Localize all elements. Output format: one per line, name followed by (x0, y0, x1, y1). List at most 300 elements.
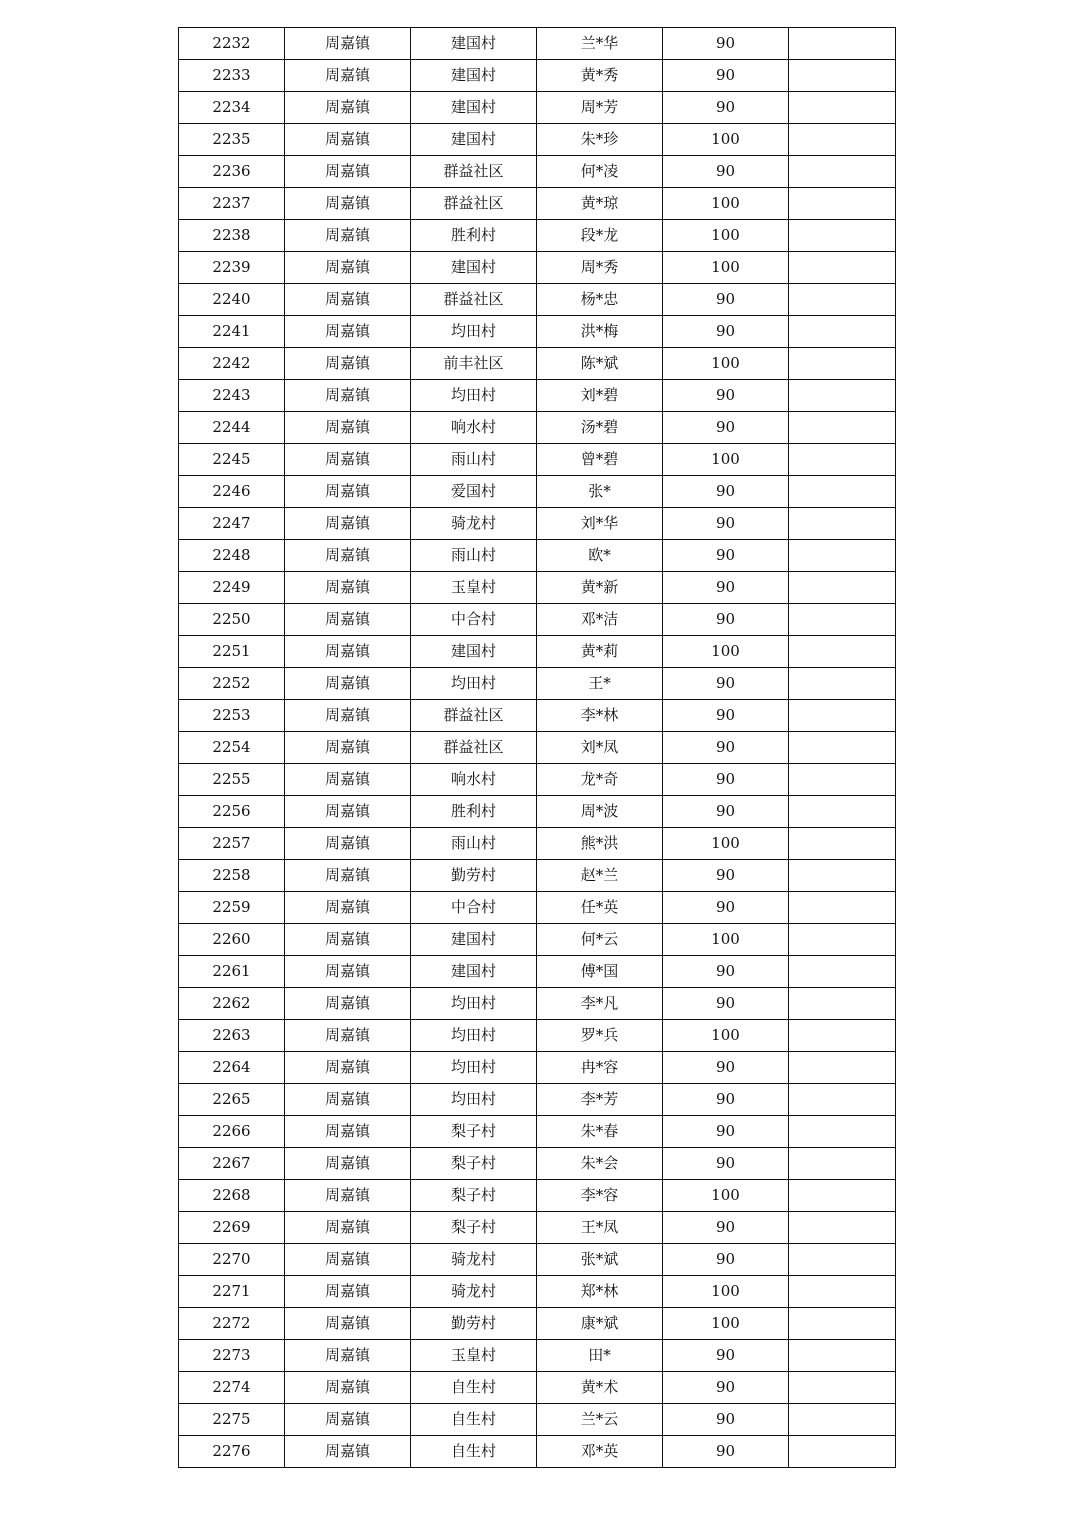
village-cell: 建国村 (411, 28, 537, 60)
note-cell (789, 828, 896, 860)
note-cell (789, 60, 896, 92)
row-number-cell: 2269 (179, 1212, 285, 1244)
row-number-cell: 2244 (179, 412, 285, 444)
score-cell: 90 (663, 604, 789, 636)
name-cell: 周*秀 (537, 252, 663, 284)
score-cell: 100 (663, 124, 789, 156)
row-number-cell: 2270 (179, 1244, 285, 1276)
score-cell: 90 (663, 1436, 789, 1468)
town-cell: 周嘉镇 (285, 956, 411, 988)
name-cell: 欧* (537, 540, 663, 572)
score-cell: 90 (663, 540, 789, 572)
town-cell: 周嘉镇 (285, 1340, 411, 1372)
town-cell: 周嘉镇 (285, 252, 411, 284)
name-cell: 周*波 (537, 796, 663, 828)
row-number-cell: 2273 (179, 1340, 285, 1372)
score-cell: 90 (663, 476, 789, 508)
table-row (179, 988, 896, 1020)
name-cell: 李*凡 (537, 988, 663, 1020)
note-cell (789, 572, 896, 604)
table-row (179, 508, 896, 540)
village-cell: 雨山村 (411, 540, 537, 572)
table-row (179, 668, 896, 700)
town-cell: 周嘉镇 (285, 1308, 411, 1340)
town-cell: 周嘉镇 (285, 892, 411, 924)
row-number-cell: 2256 (179, 796, 285, 828)
table-row (179, 1212, 896, 1244)
village-cell: 梨子村 (411, 1116, 537, 1148)
row-number-cell: 2252 (179, 668, 285, 700)
town-cell: 周嘉镇 (285, 1212, 411, 1244)
town-cell: 周嘉镇 (285, 764, 411, 796)
score-cell: 100 (663, 252, 789, 284)
note-cell (789, 988, 896, 1020)
row-number-cell: 2232 (179, 28, 285, 60)
name-cell: 刘*凤 (537, 732, 663, 764)
village-cell: 群益社区 (411, 700, 537, 732)
note-cell (789, 1404, 896, 1436)
row-number-cell: 2239 (179, 252, 285, 284)
name-cell: 洪*梅 (537, 316, 663, 348)
table-row (179, 572, 896, 604)
row-number-cell: 2243 (179, 380, 285, 412)
village-cell: 响水村 (411, 764, 537, 796)
town-cell: 周嘉镇 (285, 1180, 411, 1212)
score-cell: 90 (663, 1084, 789, 1116)
table-row (179, 1244, 896, 1276)
note-cell (789, 1244, 896, 1276)
note-cell (789, 668, 896, 700)
score-cell: 90 (663, 668, 789, 700)
score-cell: 90 (663, 860, 789, 892)
row-number-cell: 2261 (179, 956, 285, 988)
score-cell: 90 (663, 1404, 789, 1436)
town-cell: 周嘉镇 (285, 1436, 411, 1468)
town-cell: 周嘉镇 (285, 508, 411, 540)
town-cell: 周嘉镇 (285, 540, 411, 572)
town-cell: 周嘉镇 (285, 732, 411, 764)
score-cell: 90 (663, 988, 789, 1020)
score-cell: 100 (663, 1020, 789, 1052)
name-cell: 朱*珍 (537, 124, 663, 156)
village-cell: 建国村 (411, 92, 537, 124)
name-cell: 王* (537, 668, 663, 700)
note-cell (789, 1212, 896, 1244)
table-row (179, 924, 896, 956)
table-row (179, 412, 896, 444)
table-row (179, 60, 896, 92)
name-cell: 张*斌 (537, 1244, 663, 1276)
village-cell: 自生村 (411, 1436, 537, 1468)
score-cell: 100 (663, 188, 789, 220)
note-cell (789, 1340, 896, 1372)
name-cell: 黄*新 (537, 572, 663, 604)
row-number-cell: 2235 (179, 124, 285, 156)
row-number-cell: 2262 (179, 988, 285, 1020)
score-cell: 90 (663, 764, 789, 796)
name-cell: 冉*容 (537, 1052, 663, 1084)
note-cell (789, 28, 896, 60)
village-cell: 建国村 (411, 124, 537, 156)
note-cell (789, 1180, 896, 1212)
score-cell: 100 (663, 348, 789, 380)
table-row (179, 732, 896, 764)
row-number-cell: 2275 (179, 1404, 285, 1436)
score-cell: 90 (663, 60, 789, 92)
note-cell (789, 796, 896, 828)
score-cell: 100 (663, 924, 789, 956)
table-row (179, 764, 896, 796)
row-number-cell: 2248 (179, 540, 285, 572)
table-row (179, 636, 896, 668)
village-cell: 均田村 (411, 316, 537, 348)
town-cell: 周嘉镇 (285, 604, 411, 636)
village-cell: 梨子村 (411, 1148, 537, 1180)
village-cell: 爱国村 (411, 476, 537, 508)
score-cell: 90 (663, 508, 789, 540)
town-cell: 周嘉镇 (285, 316, 411, 348)
note-cell (789, 92, 896, 124)
table-row (179, 1116, 896, 1148)
score-cell: 90 (663, 1116, 789, 1148)
name-cell: 傅*国 (537, 956, 663, 988)
town-cell: 周嘉镇 (285, 1148, 411, 1180)
score-cell: 100 (663, 1180, 789, 1212)
note-cell (789, 1308, 896, 1340)
town-cell: 周嘉镇 (285, 1372, 411, 1404)
note-cell (789, 316, 896, 348)
table-row (179, 1052, 896, 1084)
note-cell (789, 636, 896, 668)
village-cell: 均田村 (411, 988, 537, 1020)
score-cell: 90 (663, 796, 789, 828)
note-cell (789, 1084, 896, 1116)
score-cell: 90 (663, 1372, 789, 1404)
town-cell: 周嘉镇 (285, 1276, 411, 1308)
village-cell: 中合村 (411, 892, 537, 924)
name-cell: 段*龙 (537, 220, 663, 252)
village-cell: 前丰社区 (411, 348, 537, 380)
row-number-cell: 2250 (179, 604, 285, 636)
name-cell: 刘*碧 (537, 380, 663, 412)
table-row (179, 1372, 896, 1404)
table-row (179, 28, 896, 60)
score-cell: 90 (663, 892, 789, 924)
village-cell: 建国村 (411, 956, 537, 988)
name-cell: 黄*琼 (537, 188, 663, 220)
row-number-cell: 2233 (179, 60, 285, 92)
village-cell: 勤劳村 (411, 1308, 537, 1340)
table-row (179, 1308, 896, 1340)
table-row (179, 1340, 896, 1372)
name-cell: 何*云 (537, 924, 663, 956)
note-cell (789, 1436, 896, 1468)
name-cell: 曾*碧 (537, 444, 663, 476)
note-cell (789, 860, 896, 892)
row-number-cell: 2255 (179, 764, 285, 796)
row-number-cell: 2246 (179, 476, 285, 508)
row-number-cell: 2237 (179, 188, 285, 220)
row-number-cell: 2254 (179, 732, 285, 764)
name-cell: 兰*云 (537, 1404, 663, 1436)
row-number-cell: 2264 (179, 1052, 285, 1084)
score-cell: 90 (663, 1212, 789, 1244)
town-cell: 周嘉镇 (285, 1116, 411, 1148)
village-cell: 雨山村 (411, 444, 537, 476)
note-cell (789, 732, 896, 764)
village-cell: 雨山村 (411, 828, 537, 860)
note-cell (789, 380, 896, 412)
row-number-cell: 2265 (179, 1084, 285, 1116)
town-cell: 周嘉镇 (285, 156, 411, 188)
name-cell: 邓*洁 (537, 604, 663, 636)
table-row (179, 252, 896, 284)
note-cell (789, 476, 896, 508)
village-cell: 骑龙村 (411, 1276, 537, 1308)
village-cell: 自生村 (411, 1404, 537, 1436)
note-cell (789, 764, 896, 796)
row-number-cell: 2242 (179, 348, 285, 380)
village-cell: 建国村 (411, 252, 537, 284)
name-cell: 李*容 (537, 1180, 663, 1212)
name-cell: 刘*华 (537, 508, 663, 540)
town-cell: 周嘉镇 (285, 700, 411, 732)
table-row (179, 604, 896, 636)
town-cell: 周嘉镇 (285, 1020, 411, 1052)
town-cell: 周嘉镇 (285, 476, 411, 508)
row-number-cell: 2241 (179, 316, 285, 348)
score-cell: 90 (663, 284, 789, 316)
table-row (179, 348, 896, 380)
row-number-cell: 2249 (179, 572, 285, 604)
table-row (179, 1436, 896, 1468)
row-number-cell: 2238 (179, 220, 285, 252)
table-row (179, 796, 896, 828)
table-row (179, 1084, 896, 1116)
village-cell: 群益社区 (411, 284, 537, 316)
village-cell: 胜利村 (411, 796, 537, 828)
score-cell: 100 (663, 1308, 789, 1340)
village-cell: 建国村 (411, 60, 537, 92)
table-row (179, 1020, 896, 1052)
name-cell: 王*凤 (537, 1212, 663, 1244)
village-cell: 群益社区 (411, 732, 537, 764)
note-cell (789, 156, 896, 188)
name-cell: 张* (537, 476, 663, 508)
row-number-cell: 2266 (179, 1116, 285, 1148)
town-cell: 周嘉镇 (285, 860, 411, 892)
score-cell: 100 (663, 220, 789, 252)
town-cell: 周嘉镇 (285, 988, 411, 1020)
name-cell: 汤*碧 (537, 412, 663, 444)
note-cell (789, 1148, 896, 1180)
note-cell (789, 956, 896, 988)
town-cell: 周嘉镇 (285, 1404, 411, 1436)
village-cell: 建国村 (411, 636, 537, 668)
table-row (179, 220, 896, 252)
village-cell: 均田村 (411, 1020, 537, 1052)
village-cell: 梨子村 (411, 1212, 537, 1244)
note-cell (789, 124, 896, 156)
town-cell: 周嘉镇 (285, 1052, 411, 1084)
note-cell (789, 540, 896, 572)
village-cell: 梨子村 (411, 1180, 537, 1212)
note-cell (789, 188, 896, 220)
table-row (179, 92, 896, 124)
town-cell: 周嘉镇 (285, 924, 411, 956)
village-cell: 均田村 (411, 380, 537, 412)
note-cell (789, 604, 896, 636)
town-cell: 周嘉镇 (285, 348, 411, 380)
row-number-cell: 2236 (179, 156, 285, 188)
town-cell: 周嘉镇 (285, 284, 411, 316)
name-cell: 黄*秀 (537, 60, 663, 92)
name-cell: 杨*忠 (537, 284, 663, 316)
row-number-cell: 2271 (179, 1276, 285, 1308)
score-cell: 90 (663, 700, 789, 732)
note-cell (789, 252, 896, 284)
score-cell: 90 (663, 316, 789, 348)
name-cell: 陈*斌 (537, 348, 663, 380)
name-cell: 李*芳 (537, 1084, 663, 1116)
table-row (179, 540, 896, 572)
village-cell: 自生村 (411, 1372, 537, 1404)
table-row (179, 1276, 896, 1308)
village-cell: 勤劳村 (411, 860, 537, 892)
town-cell: 周嘉镇 (285, 828, 411, 860)
name-cell: 朱*会 (537, 1148, 663, 1180)
score-cell: 90 (663, 156, 789, 188)
name-cell: 罗*兵 (537, 1020, 663, 1052)
score-cell: 90 (663, 28, 789, 60)
name-cell: 任*英 (537, 892, 663, 924)
table-row (179, 1180, 896, 1212)
table-row (179, 860, 896, 892)
village-cell: 均田村 (411, 1084, 537, 1116)
village-cell: 均田村 (411, 1052, 537, 1084)
table-row (179, 828, 896, 860)
table-row (179, 444, 896, 476)
row-number-cell: 2267 (179, 1148, 285, 1180)
score-cell: 100 (663, 1276, 789, 1308)
table-row (179, 188, 896, 220)
note-cell (789, 284, 896, 316)
row-number-cell: 2274 (179, 1372, 285, 1404)
note-cell (789, 1052, 896, 1084)
row-number-cell: 2247 (179, 508, 285, 540)
town-cell: 周嘉镇 (285, 1084, 411, 1116)
score-cell: 90 (663, 1052, 789, 1084)
town-cell: 周嘉镇 (285, 220, 411, 252)
table-row (179, 1148, 896, 1180)
town-cell: 周嘉镇 (285, 668, 411, 700)
score-cell: 90 (663, 572, 789, 604)
town-cell: 周嘉镇 (285, 124, 411, 156)
score-cell: 100 (663, 636, 789, 668)
row-number-cell: 2245 (179, 444, 285, 476)
row-number-cell: 2260 (179, 924, 285, 956)
row-number-cell: 2263 (179, 1020, 285, 1052)
town-cell: 周嘉镇 (285, 636, 411, 668)
name-cell: 赵*兰 (537, 860, 663, 892)
note-cell (789, 1372, 896, 1404)
score-cell: 90 (663, 412, 789, 444)
name-cell: 熊*洪 (537, 828, 663, 860)
table-row (179, 284, 896, 316)
village-cell: 中合村 (411, 604, 537, 636)
score-cell: 100 (663, 444, 789, 476)
town-cell: 周嘉镇 (285, 412, 411, 444)
note-cell (789, 924, 896, 956)
row-number-cell: 2276 (179, 1436, 285, 1468)
score-cell: 90 (663, 380, 789, 412)
name-cell: 李*林 (537, 700, 663, 732)
town-cell: 周嘉镇 (285, 188, 411, 220)
row-number-cell: 2257 (179, 828, 285, 860)
row-number-cell: 2234 (179, 92, 285, 124)
town-cell: 周嘉镇 (285, 60, 411, 92)
score-cell: 90 (663, 1340, 789, 1372)
note-cell (789, 220, 896, 252)
name-cell: 黄*莉 (537, 636, 663, 668)
village-cell: 响水村 (411, 412, 537, 444)
row-number-cell: 2251 (179, 636, 285, 668)
table-row (179, 1404, 896, 1436)
note-cell (789, 348, 896, 380)
note-cell (789, 892, 896, 924)
score-cell: 90 (663, 956, 789, 988)
name-cell: 周*芳 (537, 92, 663, 124)
village-cell: 胜利村 (411, 220, 537, 252)
score-cell: 90 (663, 732, 789, 764)
note-cell (789, 508, 896, 540)
name-cell: 康*斌 (537, 1308, 663, 1340)
table-row (179, 316, 896, 348)
note-cell (789, 700, 896, 732)
row-number-cell: 2259 (179, 892, 285, 924)
name-cell: 朱*春 (537, 1116, 663, 1148)
table-row (179, 476, 896, 508)
name-cell: 邓*英 (537, 1436, 663, 1468)
village-cell: 群益社区 (411, 188, 537, 220)
row-number-cell: 2258 (179, 860, 285, 892)
row-number-cell: 2240 (179, 284, 285, 316)
town-cell: 周嘉镇 (285, 92, 411, 124)
row-number-cell: 2272 (179, 1308, 285, 1340)
name-cell: 兰*华 (537, 28, 663, 60)
village-cell: 建国村 (411, 924, 537, 956)
town-cell: 周嘉镇 (285, 796, 411, 828)
town-cell: 周嘉镇 (285, 28, 411, 60)
village-cell: 均田村 (411, 668, 537, 700)
table-row (179, 156, 896, 188)
records-table-body (179, 28, 896, 1468)
town-cell: 周嘉镇 (285, 444, 411, 476)
table-row (179, 380, 896, 412)
table-row (179, 956, 896, 988)
note-cell (789, 412, 896, 444)
town-cell: 周嘉镇 (285, 1244, 411, 1276)
name-cell: 郑*林 (537, 1276, 663, 1308)
town-cell: 周嘉镇 (285, 380, 411, 412)
table-row (179, 700, 896, 732)
note-cell (789, 1020, 896, 1052)
score-cell: 90 (663, 92, 789, 124)
name-cell: 黄*术 (537, 1372, 663, 1404)
note-cell (789, 1276, 896, 1308)
row-number-cell: 2253 (179, 700, 285, 732)
name-cell: 田* (537, 1340, 663, 1372)
